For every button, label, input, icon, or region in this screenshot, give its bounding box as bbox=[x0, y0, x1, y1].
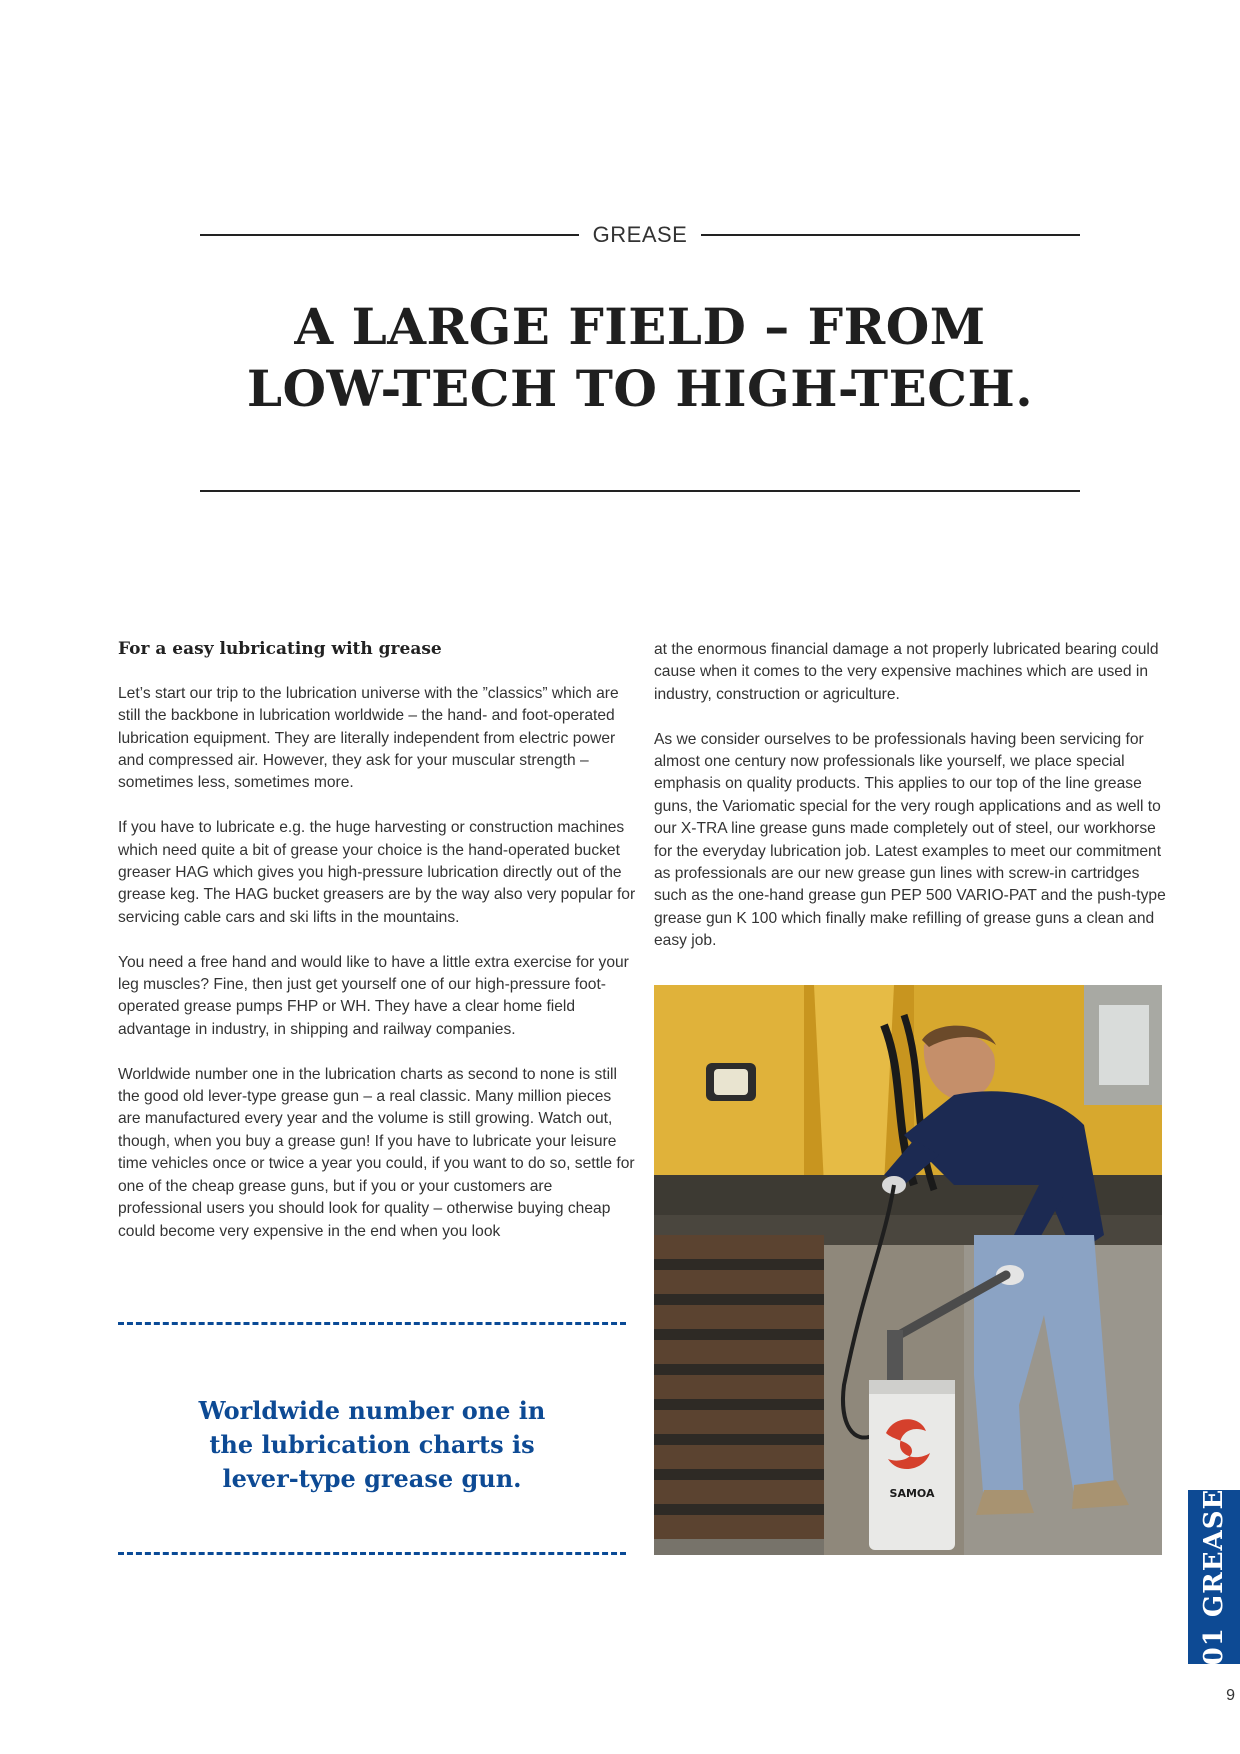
pull-quote-line-1: Worldwide number one in bbox=[198, 1396, 546, 1425]
section-header-rule-right bbox=[701, 234, 1080, 236]
paragraph: As we consider ourselves to be professionals having been servicing for almost one century now professionals like yourself, we place special emphasis on quality products. This applies to our top of the line grease guns, the Variomatic special for the very rough applications and as well to our X-TRA line grease guns made completely out of steel, our workhorse for the everyday lubrication job. Latest examples to meet our commitment as professionals are our new grease gun lines with screw-in cartridges such as the one-hand grease gun PEP 500 VARIO-PAT and the push-type grease gun K 100 which finally make refilling of grease guns a clean and easy job. bbox=[654, 730, 1166, 950]
section-label: GREASE bbox=[592, 222, 688, 247]
paragraph: at the enormous financial damage a not properly lubricated bearing could cause when it comes to the very expensive machines which are used in industry, construction or agriculture. bbox=[654, 641, 1159, 703]
subheading: For a easy lubricating with grease bbox=[118, 639, 442, 659]
pull-quote-box bbox=[118, 1322, 626, 1556]
pull-quote bbox=[118, 1394, 626, 1496]
left-column bbox=[118, 638, 636, 1265]
paragraph: Worldwide number one in the lubrication charts as second to none is still the good old lever-type grease gun – a real classic. Many million pieces are manufactured every year and the volume is still growing. Watch out, though, when you buy a grease gun! If you have to lubricate your leisure time vehicles once or twice a year you could, if you want to do so, settle for one of the cheap grease guns, but if you or your customers are professional users you should look for quality – otherwise buying cheap could become very expensive in the end when you look bbox=[118, 1065, 635, 1240]
paragraph: You need a free hand and would like to have a little extra exercise for your leg muscles? Fine, then just get yourself one of our high-pressure foot-operated grease pumps FHP or WH. They have a clear home field advantage in industry, in shipping and railway companies. bbox=[118, 953, 629, 1038]
photo-worker-greasing-excavator bbox=[654, 985, 1162, 1555]
pull-quote-line-2: the lubrication charts is bbox=[209, 1430, 535, 1459]
headline-line-1: A LARGE FIELD – FROM bbox=[294, 297, 986, 356]
samoa-brand-label: SAMOA bbox=[889, 1487, 935, 1500]
pull-quote-bottom-divider bbox=[118, 1552, 626, 1555]
pull-quote-line-3: lever-type grease gun. bbox=[222, 1464, 522, 1493]
headline-line-2: LOW-TECH TO HIGH-TECH. bbox=[246, 359, 1034, 418]
pull-quote-top-divider bbox=[118, 1322, 626, 1325]
chapter-side-tab-label: 01 GREASE bbox=[1199, 1488, 1229, 1666]
page-number: 9 bbox=[1226, 1687, 1235, 1704]
headline-divider bbox=[200, 490, 1080, 492]
chapter-side-tab bbox=[1188, 1490, 1240, 1664]
paragraph: Let’s start our trip to the lubrication universe with the ”classics” which are still the backbone in lubrication worldwide – the hand- and foot-operated lubrication equipment. They are literally independent from electric power and compressed air. However, they ask for your muscular strength – sometimes less, sometimes more. bbox=[118, 684, 619, 792]
page-headline bbox=[200, 296, 1080, 420]
section-header-rule-left bbox=[200, 234, 579, 236]
paragraph: If you have to lubricate e.g. the huge harvesting or construction machines which need quite a bit of grease your choice is the hand-operated bucket greaser HAG which gives you high-pressure lubrication directly out of the grease keg. The HAG bucket greasers are by the way also very popular for servicing cable cars and ski lifts in the mountains. bbox=[118, 819, 636, 926]
section-header bbox=[200, 222, 1080, 248]
right-column bbox=[654, 639, 1166, 975]
